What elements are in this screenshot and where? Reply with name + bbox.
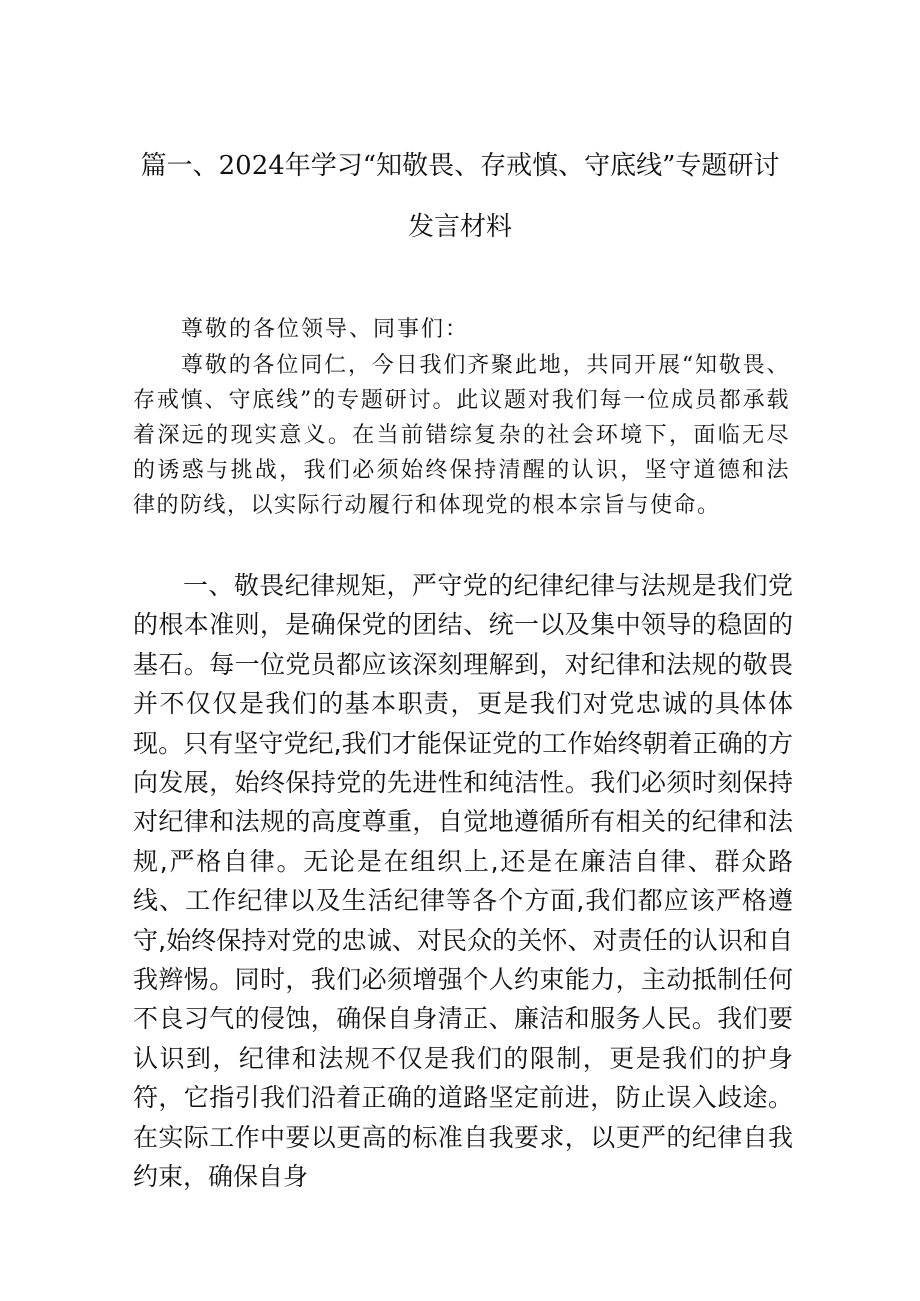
salutation: 尊敬的各位领导、同事们： <box>181 317 470 342</box>
section-1-paragraph: 一、敬畏纪律规矩，严守党的纪律纪律与法规是我们党的根本准则，是确保党的团结、统一以及集中领导的稳固的基石。每一位党员都应该深刻理解到，对纪律和法规的敬畏并不仅仅是我们的基本职责，更是我们对党忠诚的具体体现。只有坚守党纪,我们才能保证党的工作始终朝着正确的方向发展，始终保持党的先进性和纯洁性。我们必须时刻保持对纪律和法规的高度尊重，自觉地遵循所有相关的纪律和法规,严格自律。无论是在组织上,还是在廉洁自律、群众路线、工作纪律以及生活纪律等各个方面,我们都应该严格遵守,始终保持对党的忠诚、对民众的关怀、对责任的认识和自我辫惕。同时，我们必须增强个人约束能力，主动抵制任何不良习气的侵蚀，确保自身清正、廉洁和服务人民。我们要认识到，纪律和法规不仅是我们的限制，更是我们的护身符，它指引我们沿着正确的道路坚定前进，防止误入歧途。在实际工作中要以更高的标准自我要求，以更严的纪律自我约束，确保自身 <box>133 571 793 1192</box>
document-title-line-1: 篇一、2024年学习“知敬畏、存戒慎、守底线”专题研讨 <box>140 151 780 181</box>
document-title-line-2: 发言材料 <box>407 212 512 242</box>
intro-paragraph: 尊敬的各位同仁，今日我们齐聚此地，共同开展“知敬畏、存戒慎、守底线”的专题研讨。此议题对我们每一位成员都承载着深远的现实意义。在当前错综复杂的社会环境下，面临无尽的诱惑与挑战，我们必须始终保持清醒的认识，坚守道德和法律的防线，以实际行动履行和体现党的根本宗旨与使命。 <box>133 353 790 518</box>
